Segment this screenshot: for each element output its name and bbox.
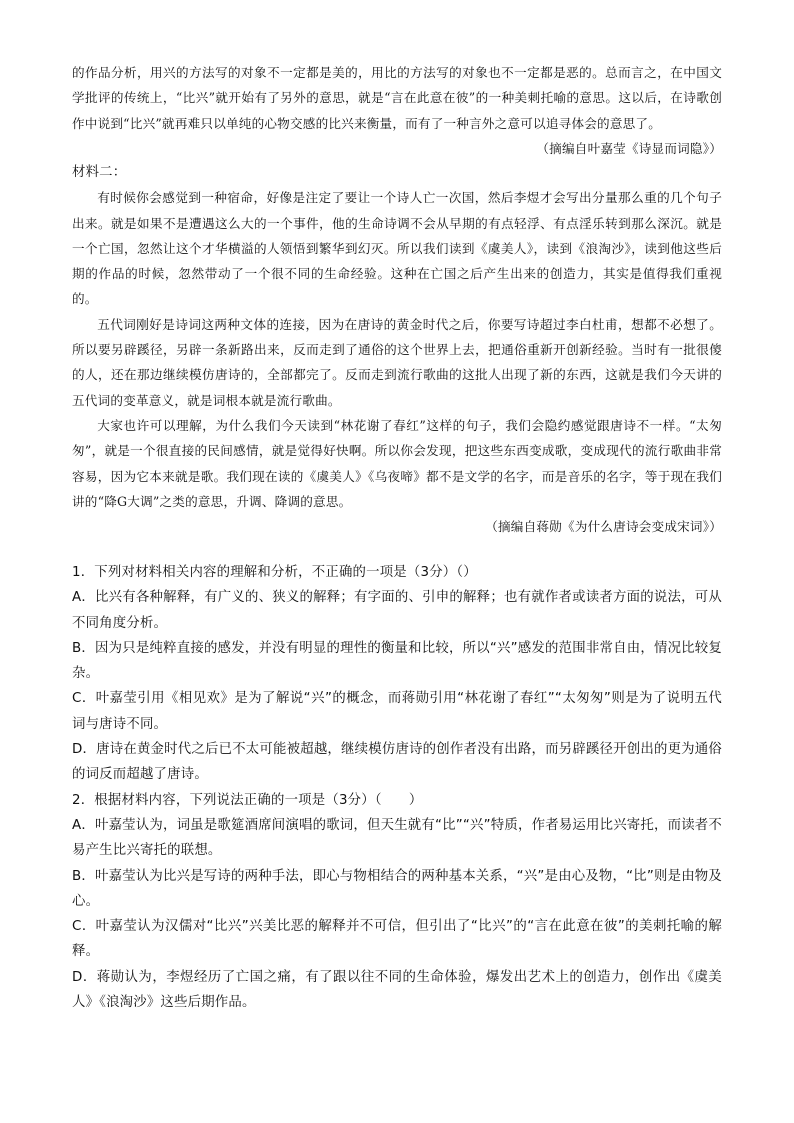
material1-section: [72, 60, 722, 161]
question-option-a: A．比兴有各种解释，有广义的、狭义的解释；有字面的、引申的解释；也有就作者或读者方面的说法，可从不同角度分析。: [72, 590, 722, 631]
question-option-b: B．因为只是纯粹直接的感发，并没有明显的理性的衡量和比较，所以“兴”感发的范围非常自由，情况比较复杂。: [72, 640, 722, 682]
material2-section: [72, 160, 722, 539]
question-stem: 2．根据材料内容，下列说法正确的一项是（3分）（ ）: [72, 792, 423, 808]
question-stem: 1．下列对材料相关内容的理解和分析，不正确的一项是（3分）（）: [72, 565, 477, 580]
question-option-b: B．叶嘉莹认为比兴是写诗的两种手法，即心与物相结合的两种基本关系，“兴”是由心及物，“比”则是由物及心。: [72, 868, 722, 909]
question-option-c: C．叶嘉莹认为汉儒对“比兴”兴美比恶的解释并不可信，但引出了“比兴”的“言在此意在彼”的美刺托喻的解释。: [72, 919, 722, 960]
material2-citation: （摘编自蒋勋《为什么唐诗会变成宋词》）: [485, 519, 722, 535]
question-1: [72, 560, 722, 788]
material2-paragraph-3: 大家也许可以理解，为什么我们今天读到“林花谢了春红”这样的句子，我们会隐约感觉跟唐诗不一样。“太匆匆”，就是一个很直接的民间感情，就是觉得好快啊。所以你会发现，把这些东西变成歌，变成现代的流行歌曲非常容易，因为它本来就是歌。我们现在读的《虞美人》《乌夜啼》都不是文学的名字，而是音乐的名字，等于现在我们讲的“降G大调”之类的意思，升调、降调的意思。: [72, 417, 722, 509]
question-option-a: A．叶嘉莹认为，词虽是歌筵酒席间演唱的歌词，但天生就有“比”“兴”特质，作者易运用比兴寄托，而读者不易产生比兴寄托的联想。: [72, 817, 722, 859]
material2-paragraph-1: 有时候你会感觉到一种宿命，好像是注定了要让一个诗人亡一次国，然后李煜才会写出分量那么重的几个句子出来。就是如果不是遭遇这么大的一个事件，他的生命诗调不会从早期的有点轻浮、有点淫乐转到那么深沉。就是一个亡国，忽然让这个才华横溢的人领悟到繁华到幻灭。所以我们读到《虞美人》，读到《浪淘沙》，读到他这些后期的作品的时候，忽然带动了一个很不同的生命经验。这种在亡国之后产生出来的创造力，其实是值得我们重视的。: [72, 190, 722, 307]
material2-paragraph-2: 五代词刚好是诗词这两种文体的连接，因为在唐诗的黄金时代之后，你要写诗超过李白杜甫，想都不必想了。所以要另辟蹊径，另辟一条新路出来，反而走到了通俗的这个世界上去，把通俗重新开创新经验。当时有一批很傻的人，还在那边继续模仿唐诗的，全部都完了。反而走到流行歌曲的这批人出现了新的东西，这就是我们今天讲的五代词的变革意义，就是词根本就是流行歌曲。: [72, 316, 722, 408]
question-option-d: D．唐诗在黄金时代之后已不太可能被超越，继续模仿唐诗的创作者没有出路，而另辟蹊径开创出的更为通俗的词反而超越了唐诗。: [72, 742, 722, 783]
question-option-d: D．蒋勋认为，李煜经历了亡国之痛，有了跟以往不同的生命体验，爆发出艺术上的创造力，创作出《虞美人》《浪淘沙》这些后期作品。: [72, 969, 722, 1011]
question-option-c: C．叶嘉莹引用《相见欢》是为了解说“兴”的概念，而蒋勋引用“林花谢了春红”“太匆匆”则是为了说明五代词与唐诗不同。: [72, 691, 722, 732]
material1-paragraph: 的作品分析，用兴的方法写的对象不一定都是美的，用比的方法写的对象也不一定都是恶的。总而言之，在中国文学批评的传统上，“比兴”就开始有了另外的意思，就是“言在此意在彼”的一种美刺托喻的意思。这以后，在诗歌创作中说到“比兴”就再难只以单纯的心物交感的比兴来衡量，而有了一种言外之意可以追寻体会的意思了。: [72, 65, 722, 131]
material1-citation: （摘编自叶嘉莹《诗显而词隐》）: [536, 140, 722, 156]
material2-label: 材料二：: [72, 165, 127, 180]
questions-section: [72, 560, 722, 1015]
question-2: [72, 788, 722, 1016]
